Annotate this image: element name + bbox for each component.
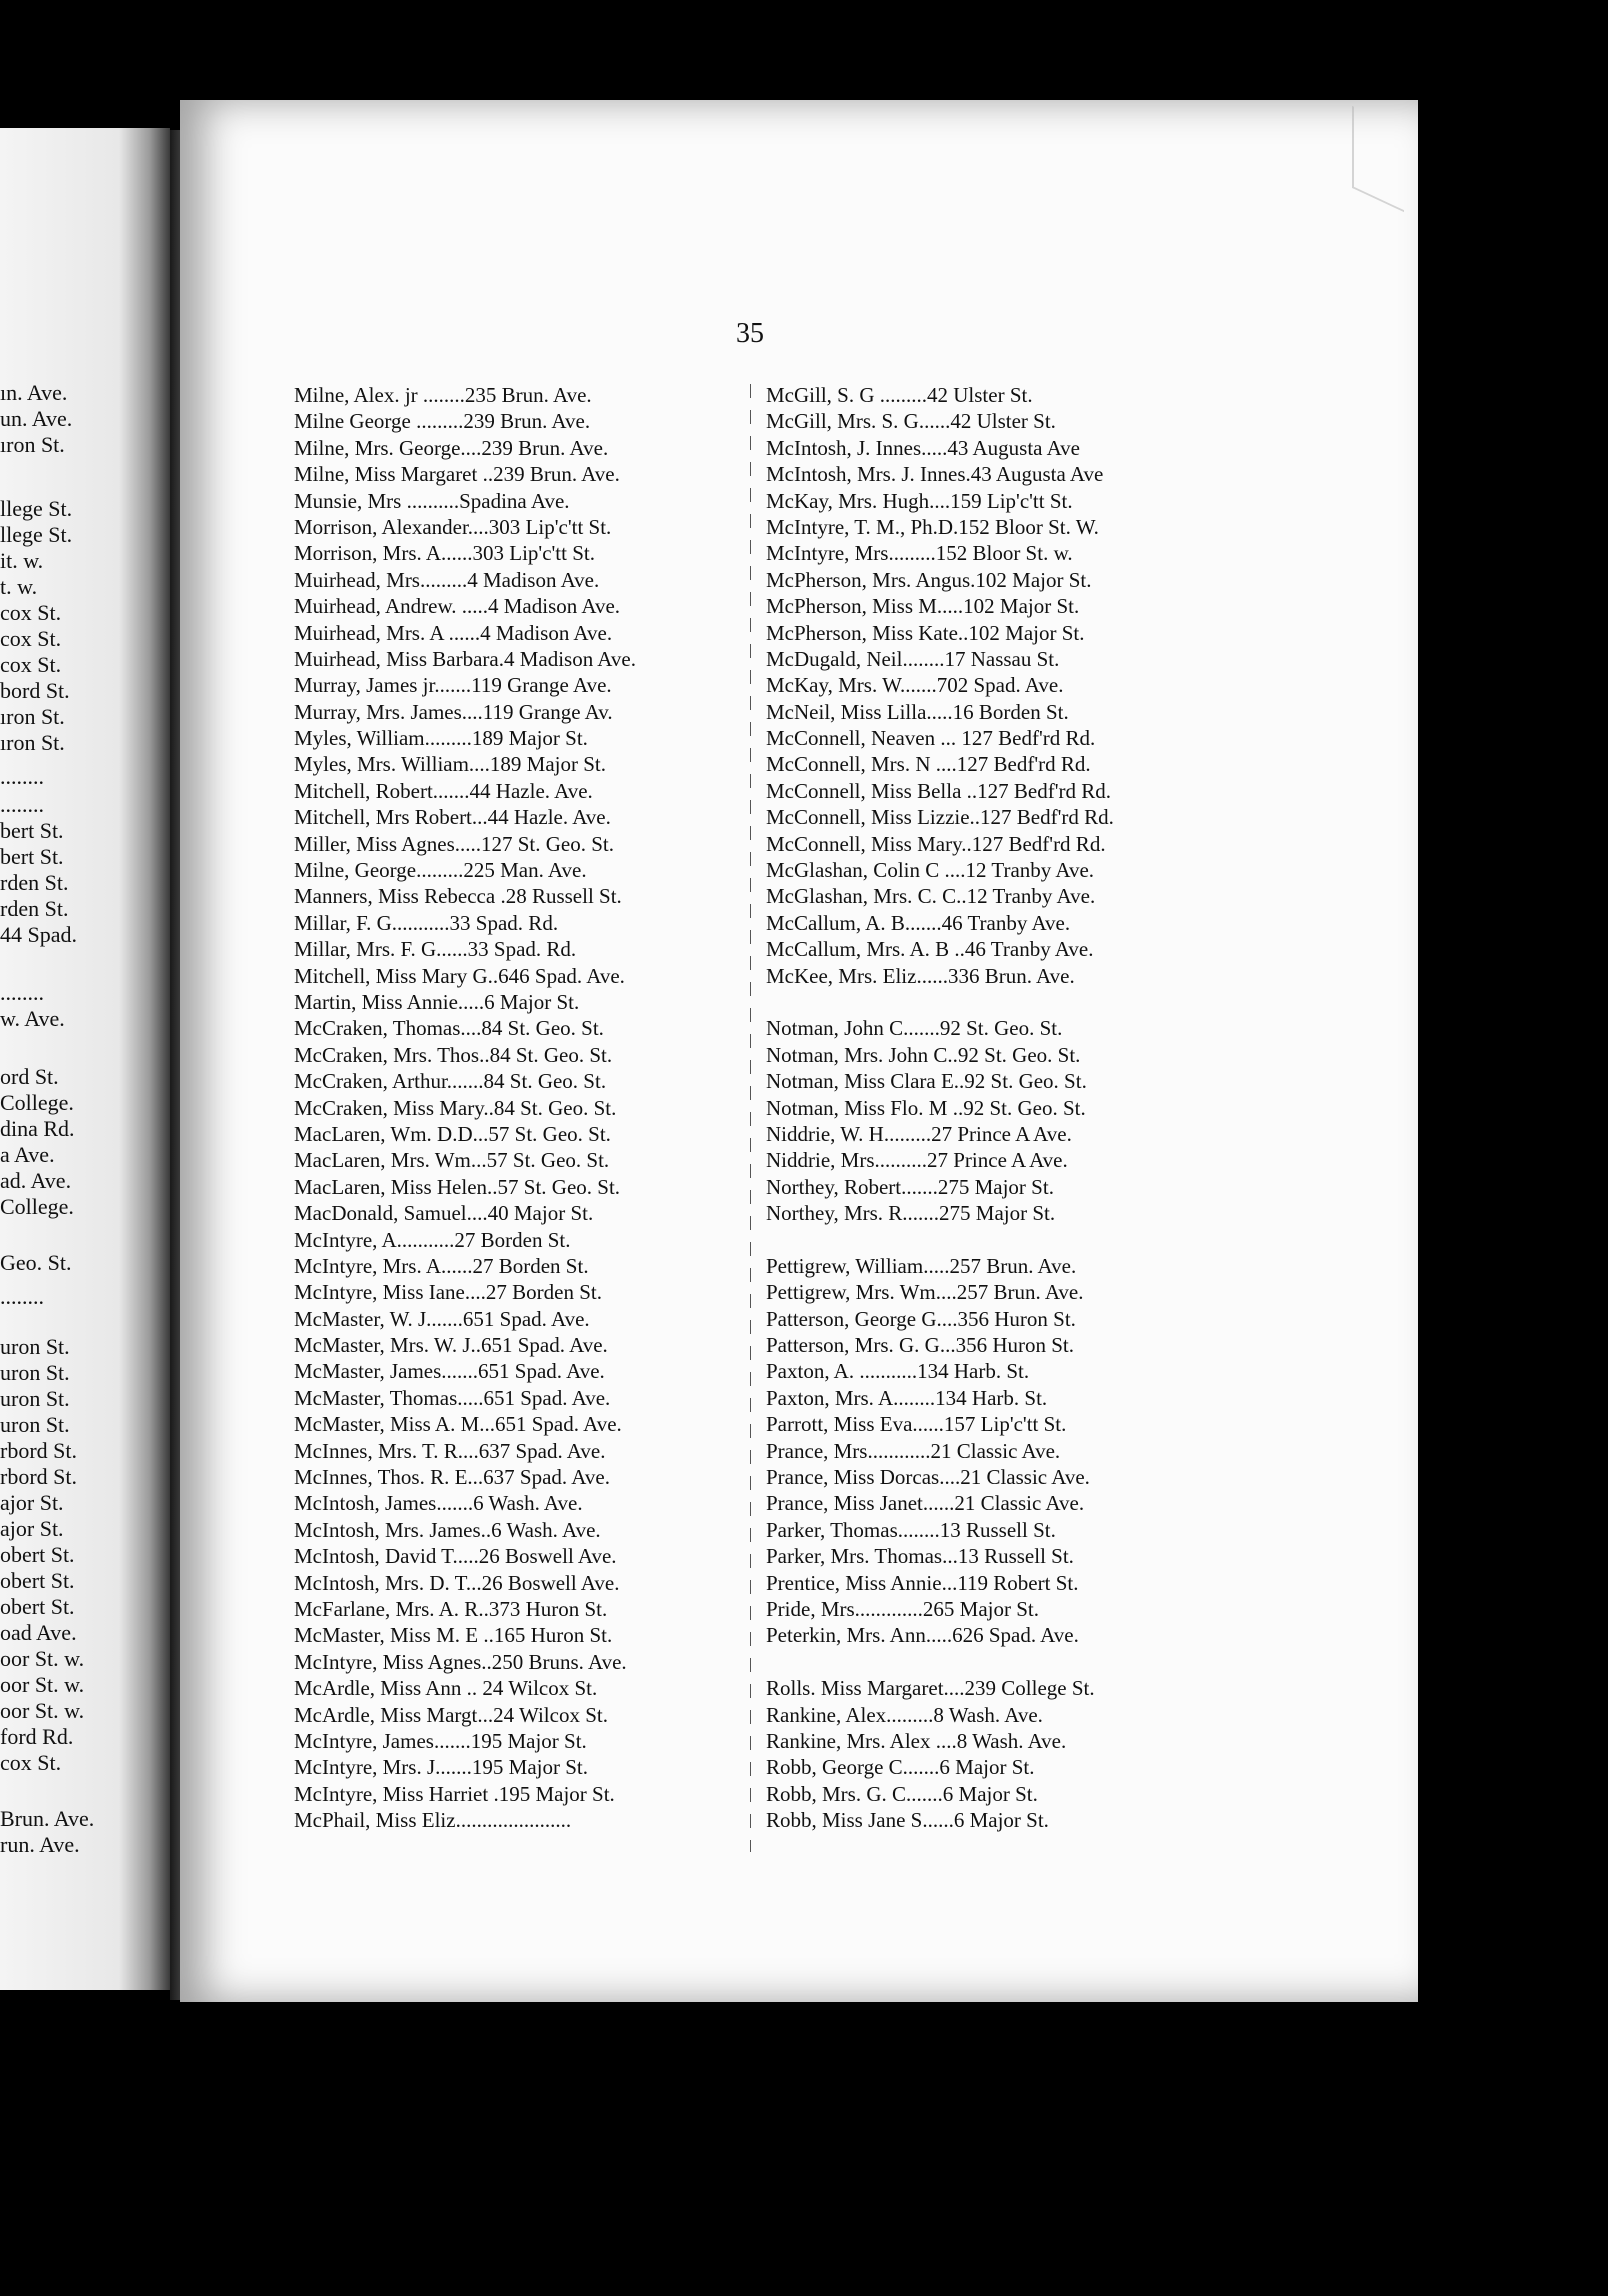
- directory-entry: McIntosh, J. Innes.....43 Augusta Ave: [766, 435, 1081, 460]
- left-page-fragment: ajor St.: [0, 1490, 64, 1515]
- directory-entry: McCraken, Thomas....84 St. Geo. St.: [294, 1016, 604, 1041]
- directory-entry: Northey, Mrs. R.......275 Major St.: [766, 1201, 1056, 1226]
- directory-entry: McPherson, Miss Kate..102 Major St.: [766, 620, 1085, 645]
- column-divider: [750, 384, 751, 1852]
- directory-entry: Mitchell, Mrs Robert...44 Hazle. Ave.: [294, 805, 611, 830]
- directory-entry: Peterkin, Mrs. Ann.....626 Spad. Ave.: [766, 1623, 1079, 1648]
- directory-entry: McGill, S. G .........42 Ulster St.: [766, 383, 1033, 407]
- left-page-fragment: cox St.: [0, 1750, 62, 1775]
- directory-entry: Muirhead, Andrew. .....4 Madison Ave.: [294, 594, 621, 619]
- directory-entry: Notman, Miss Clara E..92 St. Geo. St.: [766, 1069, 1087, 1094]
- directory-entry: McIntosh, Mrs. D. T...26 Boswell Ave.: [294, 1570, 620, 1595]
- directory-entry: MacLaren, Mrs. Wm...57 St. Geo. St.: [294, 1148, 610, 1173]
- left-page-fragment: College.: [0, 1194, 74, 1219]
- left-page-fragment: it. w.: [0, 548, 44, 573]
- directory-entry: McIntyre, Mrs. J.......195 Major St.: [294, 1755, 588, 1780]
- directory-entry: Myles, William.........189 Major St.: [294, 726, 588, 751]
- left-page-fragment: ın. Ave.: [0, 380, 68, 405]
- directory-entry: Niddrie, W. H.........27 Prince A Ave.: [766, 1121, 1072, 1146]
- left-page-fragment: obert St.: [0, 1542, 75, 1567]
- directory-entry: Mitchell, Robert.......44 Hazle. Ave.: [294, 778, 593, 803]
- directory-entry: Patterson, George G....356 Huron St.: [766, 1306, 1076, 1331]
- left-page-fragment: llege St.: [0, 496, 73, 521]
- left-page-fragment: t. w.: [0, 574, 38, 599]
- left-page-fragment: oor St. w.: [0, 1672, 85, 1697]
- directory-entry: Rankine, Alex.........8 Wash. Ave.: [766, 1702, 1043, 1727]
- directory-entry: Northey, Robert.......275 Major St.: [766, 1174, 1054, 1199]
- left-page-fragment: College.: [0, 1090, 74, 1115]
- left-page-fragment: cox St.: [0, 600, 62, 625]
- directory-entry: McMaster, Thomas.....651 Spad. Ave.: [294, 1385, 611, 1410]
- directory-entry: McInnes, Mrs. T. R....637 Spad. Ave.: [294, 1438, 606, 1463]
- directory-entry: McConnell, Miss Lizzie..127 Bedf'rd Rd.: [766, 805, 1114, 830]
- left-page-fragment: ........: [0, 1284, 44, 1309]
- directory-entry: Muirhead, Miss Barbara.4 Madison Ave.: [294, 646, 636, 671]
- directory-entry: Robb, Miss Jane S......6 Major St.: [766, 1808, 1049, 1833]
- left-page-fragment: oor St. w.: [0, 1698, 85, 1723]
- directory-entry: McArdle, Miss Margt...24 Wilcox St.: [294, 1702, 608, 1727]
- left-page-fragment: uron St.: [0, 1386, 70, 1411]
- directory-entry: Mitchell, Miss Mary G..646 Spad. Ave.: [294, 963, 625, 988]
- directory-entry: McConnell, Mrs. N ....127 Bedf'rd Rd.: [766, 752, 1091, 777]
- left-page-fragment: ıron St.: [0, 704, 65, 729]
- directory-entry: McGlashan, Mrs. C. C..12 Tranby Ave.: [766, 884, 1096, 909]
- directory-entry: McConnell, Miss Bella ..127 Bedf'rd Rd.: [766, 778, 1112, 803]
- directory-entry: McConnell, Miss Mary..127 Bedf'rd Rd.: [766, 831, 1106, 856]
- directory-entry: Miller, Miss Agnes.....127 St. Geo. St.: [294, 831, 615, 856]
- left-page-fragment: ........: [0, 980, 44, 1005]
- directory-entry: Parker, Thomas........13 Russell St.: [766, 1517, 1056, 1542]
- directory-entry: Millar, F. G...........33 Spad. Rd.: [294, 910, 559, 935]
- section-gap: [766, 1227, 1226, 1253]
- left-page-fragment: ........: [0, 792, 44, 817]
- left-page-fragment: ........: [0, 764, 44, 789]
- directory-entry: McIntyre, Mrs. A......27 Borden St.: [294, 1253, 589, 1278]
- directory-entry: MacDonald, Samuel....40 Major St.: [294, 1201, 594, 1226]
- left-page-fragment: ajor St.: [0, 1516, 64, 1541]
- left-page-fragment: uron St.: [0, 1412, 70, 1437]
- left-page-fragment: bord St.: [0, 678, 70, 703]
- directory-entry: McMaster, James.......651 Spad. Ave.: [294, 1359, 605, 1384]
- directory-entry: McCraken, Arthur.......84 St. Geo. St.: [294, 1069, 607, 1094]
- directory-entry: McKay, Mrs. W.......702 Spad. Ave.: [766, 673, 1064, 698]
- directory-entry: McMaster, W. J.......651 Spad. Ave.: [294, 1306, 590, 1331]
- left-page-fragment: run. Ave.: [0, 1832, 80, 1857]
- left-page-fragment: rden St.: [0, 896, 69, 921]
- directory-entry: McIntyre, Mrs.........152 Bloor St. w.: [766, 541, 1073, 566]
- left-page-fragment: Brun. Ave.: [0, 1806, 95, 1831]
- directory-entry: Niddrie, Mrs..........27 Prince A Ave.: [766, 1148, 1068, 1173]
- directory-entry: Muirhead, Mrs.........4 Madison Ave.: [294, 567, 600, 592]
- directory-entry: McIntyre, Miss Harriet .195 Major St.: [294, 1781, 615, 1806]
- directory-entry: Rolls. Miss Margaret....239 College St.: [766, 1676, 1095, 1701]
- left-page-fragment: ad. Ave.: [0, 1168, 72, 1193]
- left-page-fragment: rden St.: [0, 870, 69, 895]
- directory-entry: Notman, Miss Flo. M ..92 St. Geo. St.: [766, 1095, 1086, 1120]
- directory-entry: McInnes, Thos. R. E...637 Spad. Ave.: [294, 1465, 610, 1490]
- left-page-edge: [0, 128, 170, 1990]
- directory-entry: Notman, Mrs. John C..92 St. Geo. St.: [766, 1042, 1081, 1067]
- page-number: 35: [736, 318, 764, 349]
- left-page-fragment: oad Ave.: [0, 1620, 77, 1645]
- directory-entry: Martin, Miss Annie.....6 Major St.: [294, 989, 580, 1014]
- directory-entry: McIntyre, Miss Iane....27 Borden St.: [294, 1280, 602, 1305]
- directory-entry: Murray, James jr.......119 Grange Ave.: [294, 673, 612, 698]
- directory-entry: MacLaren, Miss Helen..57 St. Geo. St.: [294, 1174, 621, 1199]
- directory-entry: McCraken, Mrs. Thos..84 St. Geo. St.: [294, 1042, 613, 1067]
- left-page-fragment: 44 Spad.: [0, 922, 77, 947]
- directory-entry: Morrison, Mrs. A......303 Lip'c'tt St.: [294, 541, 595, 566]
- left-page-fragment: cox St.: [0, 626, 62, 651]
- directory-entry: Morrison, Alexander....303 Lip'c'tt St.: [294, 514, 612, 539]
- directory-entry: McIntosh, Mrs. James..6 Wash. Ave.: [294, 1517, 601, 1542]
- directory-entry: Prentice, Miss Annie...119 Robert St.: [766, 1570, 1079, 1595]
- directory-entry: Robb, George C.......6 Major St.: [766, 1755, 1035, 1780]
- directory-entry: McArdle, Miss Ann .. 24 Wilcox St.: [294, 1676, 598, 1701]
- left-page-fragment: ford Rd.: [0, 1724, 74, 1749]
- directory-entry: McIntyre, T. M., Ph.D.152 Bloor St. W.: [766, 514, 1099, 539]
- directory-entry: McConnell, Neaven ... 127 Bedf'rd Rd.: [766, 726, 1096, 751]
- directory-entry: Milne, George.........225 Man. Ave.: [294, 858, 587, 883]
- left-page-fragment: cox St.: [0, 652, 62, 677]
- directory-entry: MacLaren, Wm. D.D...57 St. Geo. St.: [294, 1121, 611, 1146]
- directory-entry: McMaster, Miss M. E ..165 Huron St.: [294, 1623, 613, 1648]
- directory-entry: McKee, Mrs. Eliz......336 Brun. Ave.: [766, 963, 1075, 988]
- directory-entry: Milne, Alex. jr ........235 Brun. Ave.: [294, 383, 592, 407]
- directory-entry: Pettigrew, Mrs. Wm....257 Brun. Ave.: [766, 1280, 1084, 1305]
- directory-entry: McMaster, Mrs. W. J..651 Spad. Ave.: [294, 1333, 608, 1358]
- directory-entry: Milne George .........239 Brun. Ave.: [294, 409, 591, 434]
- directory-entry: McGlashan, Colin C ....12 Tranby Ave.: [766, 858, 1095, 883]
- left-page-fragment: ıron St.: [0, 730, 65, 755]
- left-page-fragment: a Ave.: [0, 1142, 55, 1167]
- left-column-entries: [294, 382, 736, 1833]
- directory-entry: McCallum, A. B.......46 Tranby Ave.: [766, 910, 1071, 935]
- left-page-fragment: rbord St.: [0, 1464, 77, 1489]
- directory-entry: Milne, Mrs. George....239 Brun. Ave.: [294, 435, 609, 460]
- directory-entry: Robb, Mrs. G. C.......6 Major St.: [766, 1781, 1038, 1806]
- right-column-entries: [766, 382, 1226, 1833]
- directory-entry: McIntyre, Miss Agnes..250 Bruns. Ave.: [294, 1649, 627, 1674]
- left-page-fragment: obert St.: [0, 1568, 75, 1593]
- directory-entry: Prance, Miss Dorcas....21 Classic Ave.: [766, 1465, 1090, 1490]
- directory-entry: McGill, Mrs. S. G......42 Ulster St.: [766, 409, 1056, 434]
- directory-entry: Patterson, Mrs. G. G...356 Huron St.: [766, 1333, 1074, 1358]
- directory-entry: Paxton, A. ...........134 Harb. St.: [766, 1359, 1030, 1384]
- left-page-fragment: ord St.: [0, 1064, 59, 1089]
- left-page-fragment: uron St.: [0, 1334, 70, 1359]
- directory-entry: McDugald, Neil........17 Nassau St.: [766, 646, 1060, 671]
- left-page-fragment: llege St.: [0, 522, 73, 547]
- directory-entry: McIntosh, David T.....26 Boswell Ave.: [294, 1544, 617, 1569]
- directory-entry: McIntyre, A...........27 Borden St.: [294, 1227, 571, 1252]
- directory-entry: McCallum, Mrs. A. B ..46 Tranby Ave.: [766, 937, 1094, 962]
- directory-entry: Manners, Miss Rebecca .28 Russell St.: [294, 884, 622, 909]
- directory-entry: McFarlane, Mrs. A. R..373 Huron St.: [294, 1596, 608, 1621]
- directory-entry: McIntosh, James.......6 Wash. Ave.: [294, 1491, 583, 1516]
- left-page-fragment: un. Ave.: [0, 406, 73, 431]
- directory-entry: McIntosh, Mrs. J. Innes.43 Augusta Ave: [766, 462, 1104, 487]
- directory-entry: Murray, Mrs. James....119 Grange Av.: [294, 699, 613, 724]
- directory-entry: McPherson, Miss M.....102 Major St.: [766, 594, 1080, 619]
- section-gap: [766, 989, 1226, 1015]
- section-gap: [766, 1649, 1226, 1675]
- directory-entry: McPherson, Mrs. Angus.102 Major St.: [766, 567, 1092, 592]
- directory-entry: McNeil, Miss Lilla.....16 Borden St.: [766, 699, 1069, 724]
- directory-entry: Notman, John C.......92 St. Geo. St.: [766, 1016, 1063, 1041]
- directory-entry: Paxton, Mrs. A........134 Harb. St.: [766, 1385, 1048, 1410]
- left-page-fragment: rbord St.: [0, 1438, 77, 1463]
- left-page-fragment: oor St. w.: [0, 1646, 85, 1671]
- left-page-fragment: obert St.: [0, 1594, 75, 1619]
- directory-entry: Myles, Mrs. William....189 Major St.: [294, 752, 607, 777]
- directory-entry: Parker, Mrs. Thomas...13 Russell St.: [766, 1544, 1074, 1569]
- directory-entry: McIntyre, James.......195 Major St.: [294, 1728, 587, 1753]
- left-page-fragment: ıron St.: [0, 432, 65, 457]
- directory-entry: Pettigrew, William.....257 Brun. Ave.: [766, 1253, 1077, 1278]
- directory-entry: McPhail, Miss Eliz......................: [294, 1808, 572, 1833]
- directory-entry: Millar, Mrs. F. G......33 Spad. Rd.: [294, 937, 577, 962]
- directory-entry: McMaster, Miss A. M...651 Spad. Ave.: [294, 1412, 622, 1437]
- directory-entry: Muirhead, Mrs. A ......4 Madison Ave.: [294, 620, 613, 645]
- left-page-fragment: bert St.: [0, 818, 64, 843]
- directory-entry: Parrott, Miss Eva......157 Lip'c'tt St.: [766, 1412, 1067, 1437]
- left-page-fragment: w. Ave.: [0, 1006, 65, 1031]
- left-page-fragment: uron St.: [0, 1360, 70, 1385]
- directory-entry: Prance, Miss Janet......21 Classic Ave.: [766, 1491, 1085, 1516]
- left-page-fragment: Geo. St.: [0, 1250, 72, 1275]
- directory-entry: Pride, Mrs.............265 Major St.: [766, 1596, 1039, 1621]
- directory-entry: Rankine, Mrs. Alex ....8 Wash. Ave.: [766, 1728, 1067, 1753]
- directory-entry: McCraken, Miss Mary..84 St. Geo. St.: [294, 1095, 617, 1120]
- directory-entry: McKay, Mrs. Hugh....159 Lip'c'tt St.: [766, 488, 1073, 513]
- left-page-fragment: dina Rd.: [0, 1116, 75, 1141]
- directory-entry: Prance, Mrs............21 Classic Ave.: [766, 1438, 1061, 1463]
- directory-entry: Milne, Miss Margaret ..239 Brun. Ave.: [294, 462, 620, 487]
- left-page-fragment: bert St.: [0, 844, 64, 869]
- directory-entry: Munsie, Mrs ..........Spadina Ave.: [294, 488, 570, 513]
